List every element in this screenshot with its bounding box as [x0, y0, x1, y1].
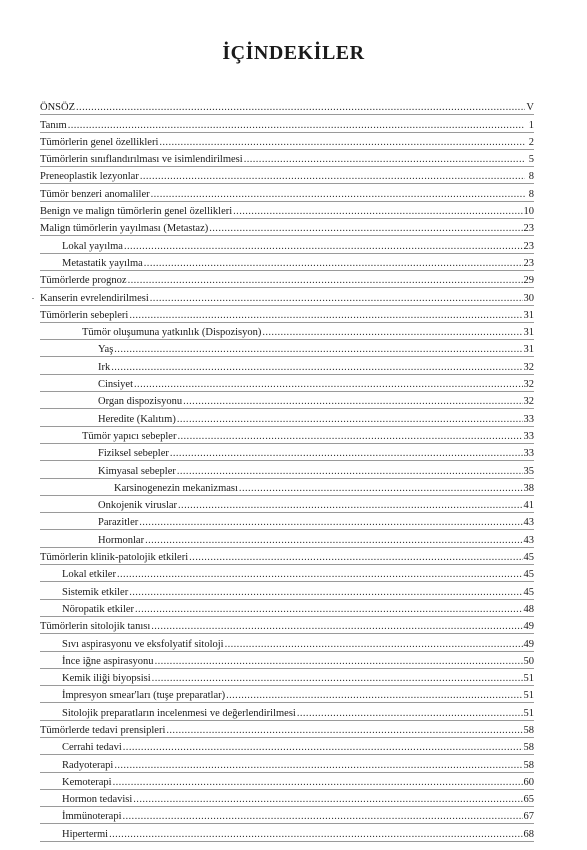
- toc-dot-leader: [233, 205, 522, 218]
- toc-entry-page: 45: [523, 552, 534, 564]
- toc-entry-title: Sitolojik preparatların incelenmesi ve değerlendirilmesi: [62, 707, 296, 719]
- toc-entry-page: 68: [523, 828, 534, 840]
- toc-entry: [40, 288, 534, 305]
- toc-entry-title: Tümör oluşumuna yatkınlık (Dispozisyon): [82, 327, 262, 339]
- toc-entry-page: 60: [523, 776, 534, 788]
- toc-dot-leader: [134, 378, 522, 391]
- toc-dot-leader: [170, 447, 523, 460]
- toc-entry: [40, 427, 534, 444]
- toc-entry: [40, 133, 534, 150]
- toc-dot-leader: [297, 707, 523, 720]
- toc-entry-title: Hormonlar: [98, 534, 145, 546]
- toc-entry-title: Tümörlerin genel özellikleri: [40, 136, 159, 148]
- toc-entry-page: 51: [523, 707, 534, 719]
- toc-entry: [40, 600, 534, 617]
- toc-entry-page: V: [526, 102, 534, 114]
- toc-entry: [40, 184, 534, 201]
- toc-entry-title: Sistemik etkiler: [62, 586, 129, 598]
- toc-entry-page: 31: [523, 344, 534, 356]
- toc-entry-title: Tanım: [40, 119, 67, 131]
- toc-entry: [40, 582, 534, 599]
- toc-entry-page: 32: [523, 396, 534, 408]
- toc-entry: [40, 167, 534, 184]
- toc-dot-leader: [262, 326, 522, 339]
- toc-entry-title: Onkojenik viruslar: [98, 500, 178, 512]
- toc-entry-page: 1: [528, 119, 534, 131]
- toc-dot-leader: [124, 240, 523, 253]
- toc-entry: [40, 496, 534, 513]
- toc-entry-page: 8: [528, 171, 534, 183]
- toc-entry-page: 51: [523, 690, 534, 702]
- toc-dot-leader: [183, 395, 522, 408]
- toc-entry: [40, 703, 534, 720]
- toc-entry-page: 45: [523, 569, 534, 581]
- toc-entry: [40, 392, 534, 409]
- toc-entry: [40, 548, 534, 565]
- toc-entry-page: 49: [523, 621, 534, 633]
- toc-dot-leader: [177, 465, 523, 478]
- toc-dot-leader: [177, 430, 522, 443]
- toc-entry-title: Tümörlerde prognoz: [40, 275, 127, 287]
- toc-entry-page: 38: [523, 482, 534, 494]
- toc-entry-page: 29: [523, 275, 534, 287]
- toc-entry-page: 65: [523, 794, 534, 806]
- toc-entry-title: Hipertermi: [62, 828, 109, 840]
- toc-entry-page: 58: [523, 742, 534, 754]
- toc-entry: [40, 617, 534, 634]
- toc-entry-title: Lokal yayılma: [62, 240, 123, 252]
- toc-dot-leader: [177, 413, 523, 426]
- toc-dot-leader: [68, 119, 525, 132]
- toc-entry-title: Tümör benzeri anomaliler: [40, 188, 150, 200]
- toc-dot-leader: [114, 343, 522, 356]
- toc-entry-page: 33: [523, 413, 534, 425]
- toc-entry: [40, 738, 534, 755]
- toc-dot-leader: [178, 499, 522, 512]
- toc-entry: [40, 513, 534, 530]
- toc-entry-title: Karsinogenezin mekanizması: [114, 482, 238, 494]
- toc-entry: [40, 652, 534, 669]
- toc-entry-page: 30: [523, 292, 534, 304]
- toc-entry-page: 10: [523, 206, 534, 218]
- toc-entry: [40, 271, 534, 288]
- toc-dot-leader: [244, 153, 525, 166]
- toc-dot-leader: [129, 309, 522, 322]
- toc-entry: [40, 444, 534, 461]
- toc-entry-page: 23: [523, 240, 534, 252]
- toc-entry: [40, 306, 534, 323]
- toc-dot-leader: [155, 655, 523, 668]
- toc-entry-page: 58: [523, 724, 534, 736]
- toc-entry-title: Heredite (Kalıtım): [98, 413, 176, 425]
- toc-entry-title: Fiziksel sebepler: [98, 448, 169, 460]
- toc-entry-title: Preneoplastik lezyonlar: [40, 171, 139, 183]
- toc-dot-leader: [122, 810, 522, 823]
- toc-entry-title: Hormon tedavisi: [62, 794, 133, 806]
- toc-entry-page: 33: [523, 448, 534, 460]
- toc-entry-page: 41: [523, 500, 534, 512]
- toc-entry: [40, 409, 534, 426]
- toc-entry-page: 49: [523, 638, 534, 650]
- toc-entry-page: 8: [528, 188, 534, 200]
- toc-entry-page: 2: [528, 136, 534, 148]
- toc-dot-leader: [145, 534, 522, 547]
- toc-entry: [40, 375, 534, 392]
- toc-entry-page: 43: [523, 517, 534, 529]
- toc-entry-title: Kimyasal sebepler: [98, 465, 176, 477]
- toc-entry-page: 5: [528, 154, 534, 166]
- toc-entry: [40, 807, 534, 824]
- toc-entry-page: 31: [523, 309, 534, 321]
- toc-entry-title: Metastatik yayılma: [62, 257, 143, 269]
- toc-entry-title: Irk: [98, 361, 111, 373]
- toc-entry: [40, 530, 534, 547]
- toc-entry-title: Tümör yapıcı sebepler: [82, 430, 177, 442]
- toc-entry-title: Cerrahi tedavi: [62, 742, 122, 754]
- toc-entry: [40, 790, 534, 807]
- toc-dot-leader: [209, 222, 522, 235]
- toc-dot-leader: [109, 828, 522, 841]
- toc-entry: [40, 150, 534, 167]
- toc-entry-title: Tümörlerde tedavi prensipleri: [40, 724, 166, 736]
- toc-dot-leader: [111, 361, 522, 374]
- toc-dot-leader: [226, 689, 522, 702]
- toc-dot-leader: [225, 638, 523, 651]
- toc-entry-page: 51: [523, 673, 534, 685]
- toc-entry-title: Lokal etkiler: [62, 569, 116, 581]
- toc-dot-leader: [144, 257, 523, 270]
- toc-dot-leader: [239, 482, 523, 495]
- toc-dot-leader: [159, 136, 525, 149]
- toc-entry: [40, 115, 534, 132]
- toc-entry-title: İmpresyon smear'ları (tuşe preparatlar): [62, 690, 226, 702]
- toc-dot-leader: [114, 759, 522, 772]
- toc-dot-leader: [133, 793, 522, 806]
- scan-mark: [32, 298, 34, 299]
- toc-entry: [40, 686, 534, 703]
- toc-dot-leader: [140, 170, 525, 183]
- toc-dot-leader: [139, 516, 522, 529]
- toc-entry-page: 67: [523, 811, 534, 823]
- toc-entry-page: 58: [523, 759, 534, 771]
- toc-entry-title: İmmünoterapi: [62, 811, 122, 823]
- toc-entry-title: Parazitler: [98, 517, 139, 529]
- toc-entry-page: 33: [523, 430, 534, 442]
- toc-dot-leader: [117, 568, 523, 581]
- toc-entry-title: Tümörlerin sitolojik tanısı: [40, 621, 151, 633]
- toc-entry-page: 23: [523, 257, 534, 269]
- toc-entry-title: Malign tümörlerin yayılması (Metastaz): [40, 223, 209, 235]
- toc-entry: [40, 824, 534, 841]
- toc-entry-page: 48: [523, 603, 534, 615]
- toc-entry: [40, 236, 534, 253]
- toc-entry-page: 23: [523, 223, 534, 235]
- toc-dot-leader: [152, 672, 523, 685]
- toc-dot-leader: [129, 586, 522, 599]
- toc-entry: [40, 357, 534, 374]
- toc-entry: [40, 565, 534, 582]
- toc-entry-title: Tümörlerin klinik-patolojik etkileri: [40, 552, 189, 564]
- toc-dot-leader: [113, 776, 523, 789]
- toc-dot-leader: [166, 724, 522, 737]
- toc-entry-title: Kemoterapi: [62, 776, 112, 788]
- toc-entry-title: Radyoterapi: [62, 759, 114, 771]
- toc-entry-page: 50: [523, 655, 534, 667]
- toc-dot-leader: [150, 292, 523, 305]
- toc-entry-title: Tümörlerin sınıflandırılması ve isimlendirilmesi: [40, 154, 243, 166]
- toc-entry-title: Sıvı aspirasyonu ve eksfolyatif sitoloji: [62, 638, 224, 650]
- toc-entry: [40, 323, 534, 340]
- toc-entry: [40, 254, 534, 271]
- toc-dot-leader: [189, 551, 522, 564]
- table-of-contents: [40, 98, 534, 842]
- toc-entry: [40, 773, 534, 790]
- toc-entry-title: Kemik iliği biyopsisi: [62, 673, 151, 685]
- toc-entry-title: Nöropatik etkiler: [62, 603, 135, 615]
- toc-entry-page: 31: [523, 327, 534, 339]
- toc-entry: [40, 755, 534, 772]
- toc-entry-page: 43: [523, 534, 534, 546]
- toc-entry-title: Cinsiyet: [98, 379, 134, 391]
- toc-entry-page: 35: [523, 465, 534, 477]
- toc-entry: [40, 202, 534, 219]
- toc-entry-title: Organ dispozisyonu: [98, 396, 183, 408]
- toc-entry: [40, 340, 534, 357]
- toc-dot-leader: [76, 101, 525, 114]
- toc-entry-page: 32: [523, 361, 534, 373]
- toc-dot-leader: [151, 188, 525, 201]
- toc-dot-leader: [151, 620, 522, 633]
- page-title: İÇİNDEKİLER: [222, 42, 365, 64]
- toc-dot-leader: [128, 274, 523, 287]
- toc-entry-title: Benign ve malign tümörlerin genel özellikleri: [40, 206, 233, 218]
- toc-entry-title: İnce iğne aspirasyonu: [62, 655, 154, 667]
- toc-entry-title: Yaş: [98, 344, 114, 356]
- toc-entry-title: Kanserin evrelendirilmesi: [40, 292, 149, 304]
- toc-entry-page: 45: [523, 586, 534, 598]
- toc-dot-leader: [135, 603, 522, 616]
- toc-entry-title: Tümörlerin sebepleri: [40, 309, 129, 321]
- toc-entry-page: 32: [523, 379, 534, 391]
- toc-entry: [40, 721, 534, 738]
- toc-entry: [40, 461, 534, 478]
- toc-entry: [40, 634, 534, 651]
- toc-entry-title: ÖNSÖZ: [40, 102, 76, 114]
- toc-entry: [40, 219, 534, 236]
- toc-entry: [40, 98, 534, 115]
- toc-entry: [40, 669, 534, 686]
- toc-entry: [40, 479, 534, 496]
- toc-dot-leader: [123, 741, 523, 754]
